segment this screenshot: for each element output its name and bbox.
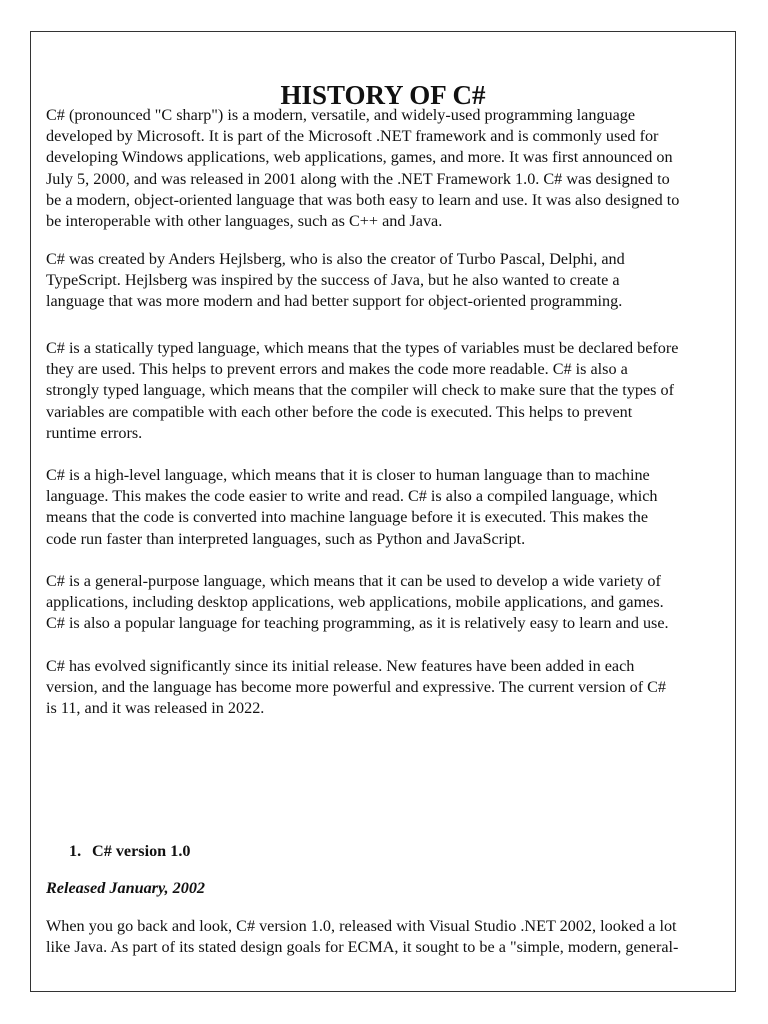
paragraph-version-1: [46, 916, 736, 958]
text-line: is 11, and it was released in 2022.: [46, 699, 265, 718]
text-line: C# was created by Anders Hejlsberg, who is also the creator of Turbo Pascal, Delphi, and: [46, 250, 625, 268]
text-line: developed by Microsoft. It is part of the Microsoft .NET framework and is commonly used for: [46, 127, 659, 146]
page-title: HISTORY OF C#: [280, 80, 486, 110]
text-line: be a modern, object-oriented language that was both easy to learn and use. It was also designed to: [46, 190, 680, 209]
paragraph-general-purpose: [46, 571, 736, 635]
paragraph-creator: [46, 249, 736, 313]
text-line: C# (pronounced "C sharp") is a modern, versatile, and widely-used programming language: [46, 106, 636, 124]
text-line: they are used. This helps to prevent errors and makes the code more readable. C# is also a: [46, 360, 628, 379]
text-line: TypeScript. Hejlsberg was inspired by the success of Java, but he also wanted to create a: [46, 271, 620, 290]
text-line: language that was more modern and had better support for object-oriented programming.: [46, 292, 623, 311]
text-line: July 5, 2000, and was released in 2001 along with the .NET Framework 1.0. C# was designed to: [46, 169, 670, 188]
text-line: developing Windows applications, web applications, games, and more. It was first announced on: [46, 148, 673, 167]
text-line: be interoperable with other languages, such as C++ and Java.: [46, 212, 443, 231]
section-number: 1.: [69, 842, 82, 860]
text-line: code run faster than interpreted languages, such as Python and JavaScript.: [46, 529, 526, 548]
text-line: version, and the language has become more powerful and expressive. The current version of C#: [46, 678, 667, 697]
paragraph-intro: [46, 105, 736, 232]
paragraph-evolution: [46, 656, 736, 720]
text-line: When you go back and look, C# version 1.0, released with Visual Studio .NET 2002, looked a lot: [46, 917, 677, 935]
text-line: C# is a general-purpose language, which means that it can be used to develop a wide variety of: [46, 572, 661, 590]
text-line: runtime errors.: [46, 423, 143, 442]
section-heading: [69, 841, 190, 862]
paragraph-high-level: [46, 465, 736, 550]
text-line: applications, including desktop applications, web applications, mobile applications, and games.: [46, 593, 664, 612]
text-line: variables are compatible with each other before the code is executed. This helps to prevent: [46, 402, 633, 421]
section-title: C# version 1.0: [92, 842, 191, 860]
text-line: like Java. As part of its stated design goals for ECMA, it sought to be a "simple, modern, general-: [46, 938, 679, 957]
release-date: Released January, 2002: [46, 879, 206, 897]
paragraph-static-typing: [46, 338, 736, 444]
text-line: C# has evolved significantly since its initial release. New features have been added in each: [46, 657, 635, 675]
text-line: C# is a statically typed language, which means that the types of variables must be declared before: [46, 339, 679, 357]
text-line: C# is also a popular language for teaching programming, as it is relatively easy to learn and use.: [46, 614, 669, 633]
text-line: strongly typed language, which means that the compiler will check to make sure that the types of: [46, 381, 674, 400]
text-line: C# is a high-level language, which means that it is closer to human language than to machine: [46, 466, 650, 484]
text-line: language. This makes the code easier to write and read. C# is also a compiled language, which: [46, 487, 658, 506]
text-line: means that the code is converted into machine language before it is executed. This makes the: [46, 508, 649, 527]
document-page: [30, 31, 736, 992]
